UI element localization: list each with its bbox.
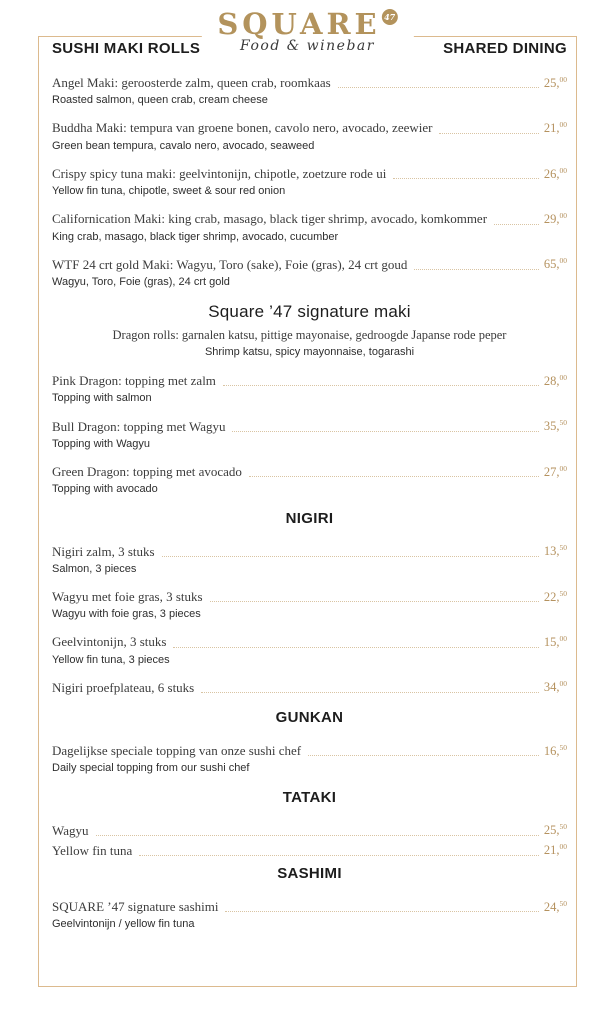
dotted-leader-line — [494, 224, 539, 225]
item-description: Yellow fin tuna, 3 pieces — [52, 653, 170, 666]
section-heading: Square ’47 signature maki — [208, 302, 411, 322]
price-cents: 50 — [559, 418, 567, 428]
dotted-leader-line — [308, 755, 539, 756]
menu-item-row — [52, 899, 567, 915]
item-price — [544, 744, 567, 760]
section-intro-line: Dragon rolls: garnalen katsu, pittige mayonaise, gedroogde Japanse rode peper — [112, 328, 507, 343]
menu-item — [52, 211, 567, 243]
menu-item-row — [52, 257, 567, 273]
menu-item — [52, 373, 567, 405]
item-description: Wagyu with foie gras, 3 pieces — [52, 608, 201, 621]
item-description: Yellow fin tuna, chipotle, sweet & sour red onion — [52, 185, 286, 198]
dotted-leader-line — [173, 647, 538, 648]
price-whole: 25, — [543, 823, 560, 838]
item-price — [544, 590, 567, 606]
menu-item — [52, 843, 567, 859]
menu-sections — [52, 75, 567, 931]
dotted-leader-line — [162, 556, 539, 557]
menu-title-left: SUSHI MAKI ROLLS — [52, 40, 201, 57]
dotted-leader-line — [210, 601, 539, 602]
item-name: Geelvintonijn, 3 stuks — [52, 634, 167, 650]
item-description: Salmon, 3 pieces — [52, 562, 137, 575]
price-whole: 29, — [543, 211, 560, 226]
menu-item — [52, 589, 567, 621]
menu-item-row — [52, 680, 567, 696]
menu-item — [52, 634, 567, 666]
menu-item — [52, 464, 567, 496]
item-price — [544, 76, 567, 92]
menu-item — [52, 120, 567, 152]
item-price — [544, 465, 567, 481]
item-description: King crab, masago, black tiger shrimp, avocado, cucumber — [52, 230, 339, 243]
menu-section — [52, 789, 567, 860]
item-price — [544, 544, 567, 560]
dotted-leader-line — [223, 385, 539, 386]
item-name: Bull Dragon: topping met Wagyu — [52, 418, 226, 434]
menu-item — [52, 544, 567, 576]
item-name: Dagelijkse speciale topping van onze sushi chef — [52, 743, 302, 759]
item-description: Daily special topping from our sushi chef — [52, 762, 250, 775]
item-price — [544, 419, 567, 435]
menu-item-row — [52, 823, 567, 839]
price-whole: 21, — [543, 121, 560, 136]
section-intro-line: Shrimp katsu, spicy mayonnaise, togarashi — [204, 346, 415, 359]
item-description: Topping with Wagyu — [52, 437, 151, 450]
menu-title-right: SHARED DINING — [443, 40, 567, 57]
price-whole: 15, — [543, 635, 560, 649]
item-price — [544, 374, 567, 390]
item-name: Californication Maki: king crab, masago, black tiger shrimp, avocado, komkommer — [52, 211, 488, 227]
item-name: Wagyu met foie gras, 3 stuks — [52, 588, 203, 604]
price-whole: 24, — [543, 899, 560, 914]
price-cents: 50 — [559, 742, 567, 752]
item-name: Nigiri proefplateau, 6 stuks — [52, 679, 195, 695]
menu-item — [52, 743, 567, 775]
menu-section — [52, 865, 567, 931]
dotted-leader-line — [414, 269, 539, 270]
menu-item-row — [52, 843, 567, 859]
menu-item-row — [52, 589, 567, 605]
section-heading: TATAKI — [282, 788, 337, 806]
price-whole: 13, — [543, 544, 560, 559]
dotted-leader-line — [338, 87, 539, 88]
dotted-leader-line — [201, 692, 539, 693]
price-cents: 00 — [559, 256, 567, 266]
logo-tagline: Food & winebar — [240, 38, 375, 55]
item-price — [544, 212, 567, 228]
price-cents: 50 — [559, 898, 567, 908]
menu-item-row — [52, 419, 567, 435]
menu-section — [52, 75, 567, 289]
price-cents: 50 — [559, 821, 567, 831]
menu-item-row — [52, 211, 567, 227]
price-cents: 00 — [559, 74, 567, 84]
item-name: SQUARE ’47 signature sashimi — [52, 899, 219, 914]
price-cents: 50 — [559, 588, 567, 598]
price-cents: 50 — [559, 542, 567, 552]
price-whole: 28, — [543, 373, 560, 388]
menu-item-row — [52, 75, 567, 91]
logo-text: SQUARE — [217, 7, 381, 41]
menu-item — [52, 75, 567, 107]
price-whole: 35, — [543, 419, 560, 434]
menu-item — [52, 899, 567, 931]
menu-item-row — [52, 464, 567, 480]
price-cents: 00 — [559, 842, 567, 852]
price-cents: 00 — [559, 119, 567, 129]
item-price — [544, 900, 567, 916]
menu-item — [52, 823, 567, 839]
section-heading: NIGIRI — [285, 509, 334, 527]
item-description: Roasted salmon, queen crab, cream cheese — [52, 94, 268, 107]
price-whole: 25, — [543, 75, 560, 90]
menu-item-row — [52, 120, 567, 136]
logo-47-badge-icon: 47 — [382, 9, 398, 25]
price-whole: 16, — [543, 743, 560, 758]
price-cents: 00 — [559, 679, 567, 689]
item-price — [544, 167, 567, 183]
item-name: Angel Maki: geroosterde zalm, queen crab, roomkaas — [52, 75, 331, 90]
menu-item — [52, 680, 567, 696]
dotted-leader-line — [439, 133, 538, 134]
price-cents: 00 — [559, 633, 567, 643]
item-description: Green bean tempura, cavalo nero, avocado, seaweed — [52, 139, 315, 152]
price-cents: 00 — [559, 210, 567, 220]
price-cents: 00 — [559, 165, 567, 175]
price-cents: 00 — [559, 372, 567, 382]
item-name: Buddha Maki: tempura van groene bonen, cavolo nero, avocado, zeewier — [52, 120, 433, 136]
item-price — [544, 121, 567, 137]
item-description: Topping with avocado — [52, 483, 158, 496]
menu-item-row — [52, 373, 567, 389]
price-whole: 22, — [543, 589, 560, 604]
dotted-leader-line — [139, 855, 539, 856]
item-price — [544, 680, 567, 696]
item-price — [544, 843, 567, 859]
dotted-leader-line — [249, 476, 539, 477]
menu-item — [52, 166, 567, 198]
item-name: Yellow fin tuna — [52, 842, 133, 858]
section-heading: GUNKAN — [275, 709, 344, 727]
price-whole: 26, — [543, 166, 560, 181]
dotted-leader-line — [232, 431, 538, 432]
price-whole: 65, — [543, 257, 560, 272]
dotted-leader-line — [225, 911, 538, 912]
menu-item-row — [52, 634, 567, 650]
item-price — [544, 823, 567, 839]
logo-wordmark — [217, 9, 397, 39]
item-name: Nigiri zalm, 3 stuks — [52, 543, 155, 559]
menu-section — [52, 302, 567, 496]
item-description: Geelvintonijn / yellow fin tuna — [52, 918, 195, 931]
item-name: Pink Dragon: topping met zalm — [52, 373, 216, 389]
item-name: WTF 24 crt gold Maki: Wagyu, Toro (sake), Foie (gras), 24 crt goud — [52, 256, 408, 272]
menu-section — [52, 510, 567, 697]
price-whole: 34, — [543, 680, 560, 695]
price-cents: 00 — [559, 463, 567, 473]
price-whole: 27, — [543, 464, 560, 479]
menu-item-row — [52, 544, 567, 560]
restaurant-logo — [201, 9, 413, 54]
item-price — [544, 257, 567, 273]
item-description: Topping with salmon — [52, 392, 152, 405]
menu-item-row — [52, 166, 567, 182]
item-name: Crispy spicy tuna maki: geelvintonijn, chipotle, zoetzure rode ui — [52, 165, 387, 181]
dotted-leader-line — [393, 178, 539, 179]
item-name: Green Dragon: topping met avocado — [52, 464, 242, 480]
dotted-leader-line — [96, 835, 539, 836]
section-heading: SASHIMI — [277, 865, 342, 882]
price-whole: 21, — [543, 843, 560, 858]
item-name: Wagyu — [52, 822, 89, 838]
item-price — [544, 635, 567, 651]
menu-section — [52, 709, 567, 775]
item-description: Wagyu, Toro, Foie (gras), 24 crt gold — [52, 276, 230, 288]
menu-item-row — [52, 743, 567, 759]
menu-item — [52, 257, 567, 289]
menu-item — [52, 419, 567, 451]
